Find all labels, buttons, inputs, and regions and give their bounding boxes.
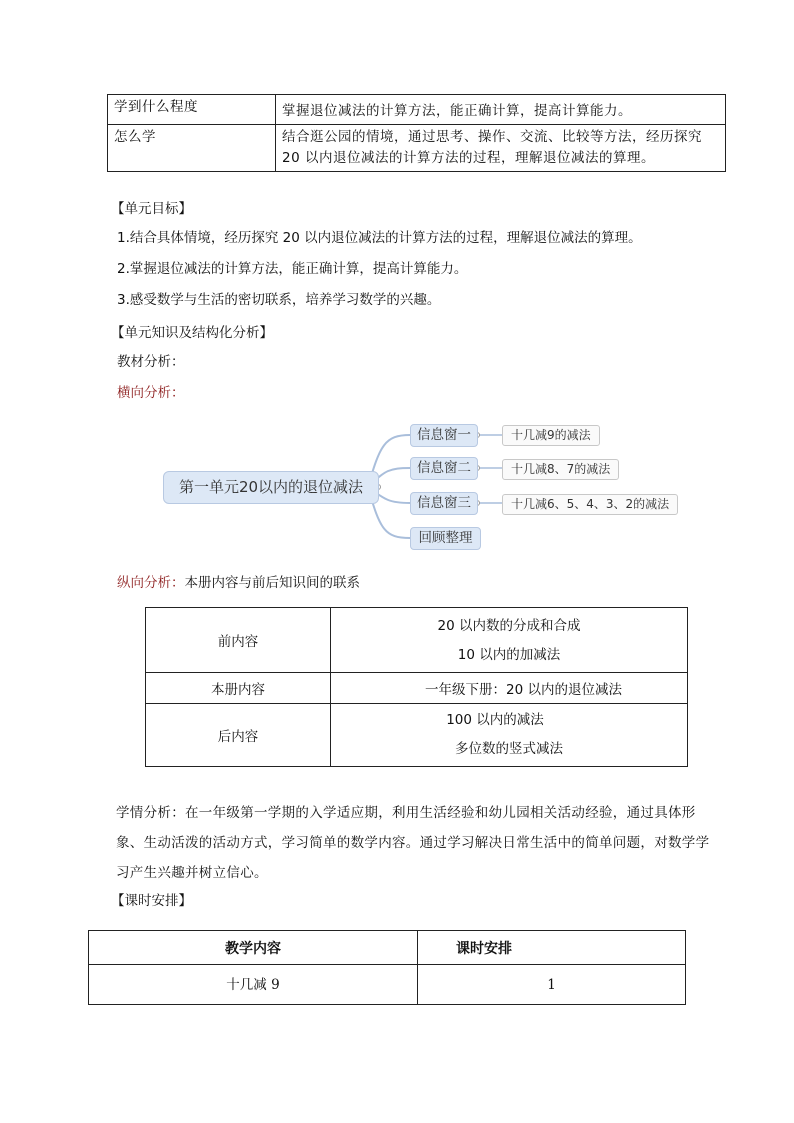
table-header: 教学内容 bbox=[89, 931, 418, 965]
table-cell-label: 怎么学 bbox=[108, 125, 276, 172]
relation-line: 多位数的竖式减法 bbox=[455, 741, 563, 757]
table-row bbox=[89, 965, 686, 1005]
relation-line: 100 以内的减法 bbox=[446, 712, 544, 728]
learning-analysis: 学情分析：在一年级第一学期的入学适应期，利用生活经验和幼儿园相关活动经验，通过具体形象、生动活泼的活动方式，学习简单的数学内容。通过学习解决日常生活中的简单问题，对数学学习产生兴趣并树立信心。 bbox=[116, 805, 710, 881]
table-cell: 1 bbox=[418, 965, 686, 1005]
textbook-analysis-label: 教材分析： bbox=[117, 354, 185, 370]
mind-map-root: 第一单元20以内的退位减法 bbox=[163, 471, 379, 504]
table-header: 课时安排 bbox=[418, 931, 686, 965]
schedule-table bbox=[88, 930, 686, 1005]
vertical-analysis-text: 本册内容与前后知识间的联系 bbox=[184, 575, 360, 591]
mind-map-leaf-2: 十几减8、7的减法 bbox=[502, 459, 619, 480]
mind-map-branch-2: 信息窗二 bbox=[410, 457, 478, 480]
horizontal-analysis-label: 横向分析： bbox=[117, 385, 185, 401]
table-cell-content: 一年级下册：20 以内的退位减法 bbox=[331, 673, 688, 704]
table-cell-label: 后内容 bbox=[146, 704, 331, 767]
table-cell-label: 学到什么程度 bbox=[108, 95, 276, 125]
vertical-analysis-label: 纵向分析： bbox=[117, 575, 185, 591]
table-cell-label: 前内容 bbox=[146, 608, 331, 673]
table-cell-content: 掌握退位减法的计算方法，能正确计算，提高计算能力。 bbox=[276, 95, 726, 125]
unit-goals-heading: 【单元目标】 bbox=[111, 201, 192, 217]
table-header-row bbox=[89, 931, 686, 965]
relation-table bbox=[145, 607, 688, 767]
mind-map-leaf-1: 十几减9的减法 bbox=[502, 425, 600, 446]
table-cell: 十几减 9 bbox=[89, 965, 418, 1005]
vertical-analysis bbox=[117, 573, 360, 593]
mind-map-branch-3: 信息窗三 bbox=[410, 492, 478, 515]
mind-map-branch-1: 信息窗一 bbox=[410, 424, 478, 447]
goal-table bbox=[107, 94, 726, 172]
goal-item: 1.结合具体情境，经历探究 20 以内退位减法的计算方法的过程，理解退位减法的算理。 bbox=[117, 230, 642, 246]
table-cell-content bbox=[331, 608, 688, 673]
table-row bbox=[108, 125, 726, 172]
goal-item: 2.掌握退位减法的计算方法，能正确计算，提高计算能力。 bbox=[117, 261, 468, 277]
schedule-heading: 【课时安排】 bbox=[111, 893, 192, 909]
table-cell-content: 结合逛公园的情境，通过思考、操作、交流、比较等方法，经历探究 20 以内退位减法的计算方法的过程，理解退位减法的算理。 bbox=[276, 125, 726, 172]
table-cell-label: 本册内容 bbox=[146, 673, 331, 704]
table-row bbox=[146, 704, 688, 767]
mind-map-branch-4: 回顾整理 bbox=[410, 527, 481, 550]
table-row bbox=[146, 608, 688, 673]
table-row bbox=[146, 673, 688, 704]
relation-line: 10 以内的加减法 bbox=[457, 647, 561, 663]
goal-item: 3.感受数学与生活的密切联系，培养学习数学的兴趣。 bbox=[117, 292, 441, 308]
mind-map-leaf-3: 十几减6、5、4、3、2的减法 bbox=[502, 494, 678, 515]
relation-line: 20 以内数的分成和合成 bbox=[437, 618, 581, 634]
table-cell-content bbox=[331, 704, 688, 767]
table-row bbox=[108, 95, 726, 125]
structure-analysis-heading: 【单元知识及结构化分析】 bbox=[111, 325, 273, 341]
